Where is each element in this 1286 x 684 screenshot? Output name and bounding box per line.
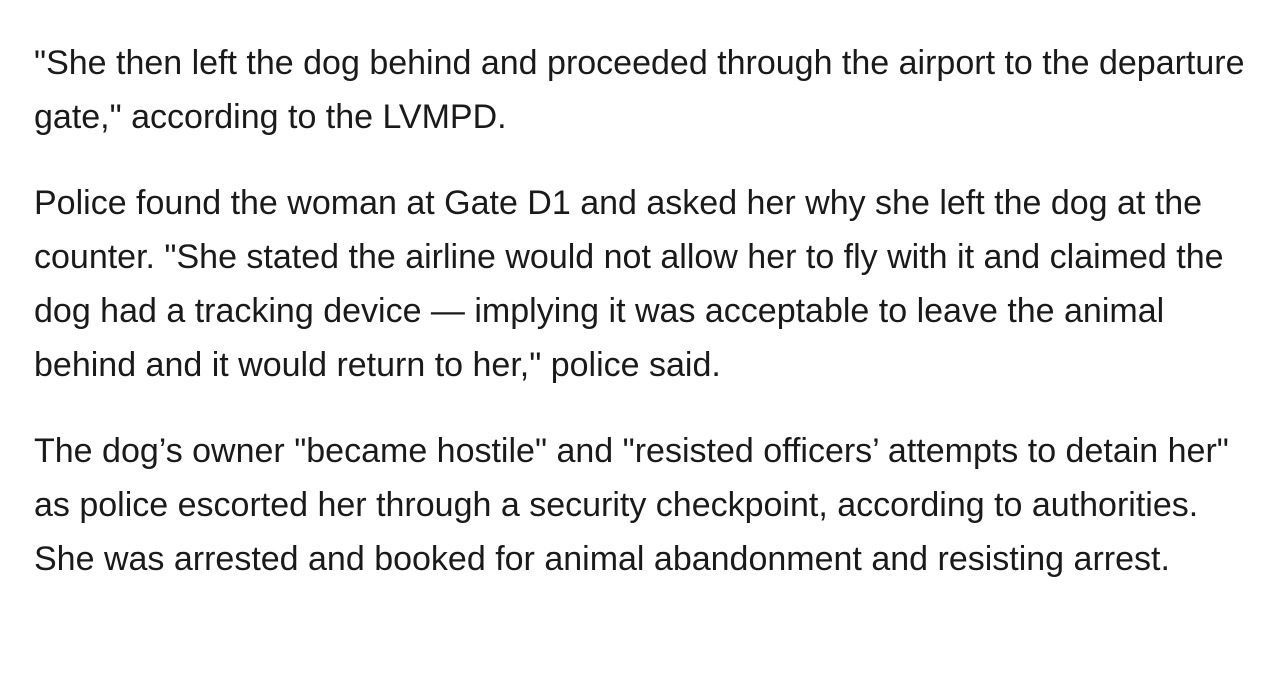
article-body [34,36,1254,586]
paragraph-arrest: The dog’s owner "became hostile" and "resisted officers’ attempts to detain her" as police escorted her through a security checkpoint, according to authorities. She was arrested and booked for animal abandonment and resisting arrest. [34,432,1229,578]
paragraph-left-dog-behind: "She then left the dog behind and proceeded through the airport to the departure gate," according to the LVMPD. [34,44,1245,136]
paragraph-found-at-gate: Police found the woman at Gate D1 and asked her why she left the dog at the counter. "She stated the airline would not allow her to fly with it and claimed the dog had a tracking device — implying it was acceptable to leave the animal behind and it would return to her," police said. [34,184,1224,384]
